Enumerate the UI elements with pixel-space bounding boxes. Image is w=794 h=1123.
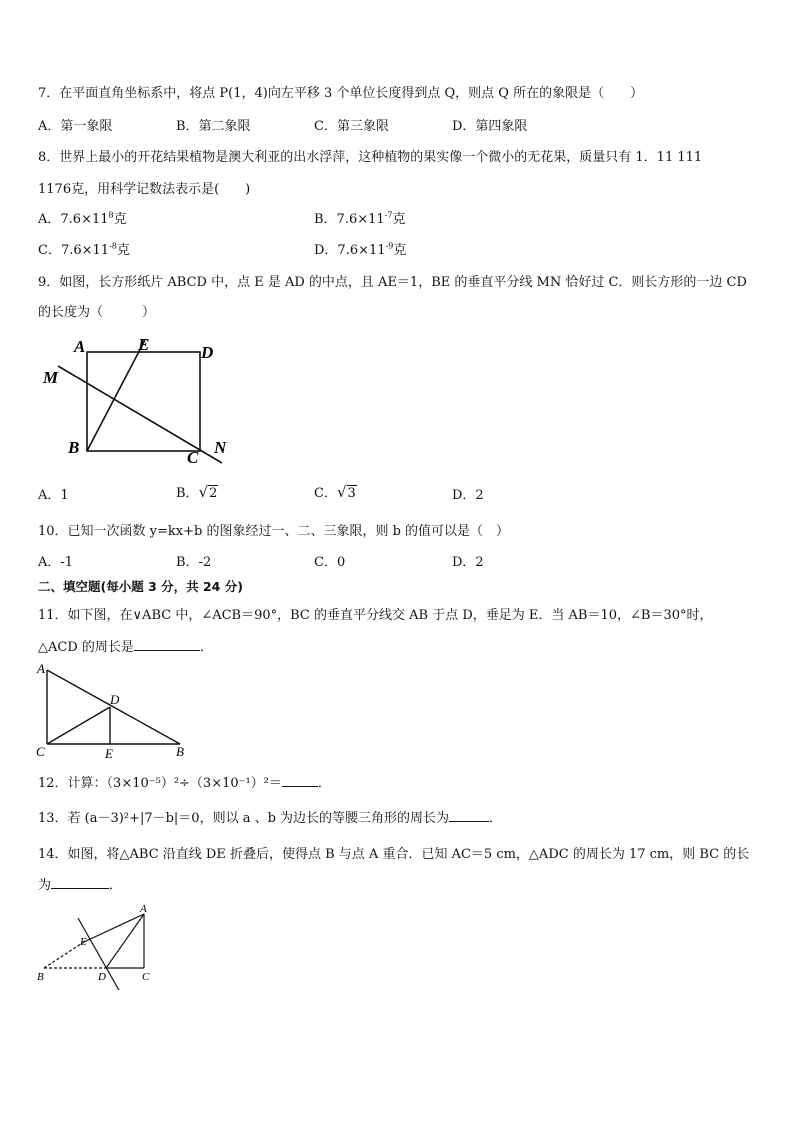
q14-stem-line2: 为 ．	[38, 878, 123, 893]
label-c: C	[187, 448, 199, 467]
q10-option-d: D．2	[452, 555, 484, 570]
q9-option-d: D．2	[452, 488, 484, 503]
q10-option-a: A．-1	[38, 555, 74, 570]
q8-option-d: D．$7.6\times 11^{-9}$克	[314, 241, 407, 258]
label-d: D	[201, 343, 214, 362]
q10-stem: 10．已知一次函数 y=kx+b 的图象经过一、二、三象限，则 b 的值可以是（ ）	[38, 524, 510, 539]
q10-option-c: C．0	[314, 555, 346, 570]
q14-answer-blank[interactable]	[51, 876, 109, 889]
section-heading: 二、填空题(每小题 3 分，共 24 分)	[38, 579, 243, 594]
label-c: C	[36, 744, 45, 759]
segment-be	[87, 340, 145, 451]
label-e: E	[105, 746, 113, 760]
q7-option-a: A．第一象限	[38, 119, 113, 134]
q9-stem-line1: 9．如图，长方形纸片 ABCD 中，点 E 是 AD 的中点，且 AE＝1，BE 的垂直平分线 MN 恰好过 C．则长方形的一边 CD	[38, 275, 747, 290]
label-b: B	[176, 744, 184, 759]
q8-option-c: C．$7.6\times 11^{-8}$克	[38, 241, 130, 258]
q7-option-b: B．第二象限	[176, 119, 251, 134]
q11-stem-line1: 11．如下图，在∨ABC 中，∠ACB＝90°，BC 的垂直平分线交 AB 于点 D，垂足为 E．当 AB＝10，∠B＝30°时，	[38, 608, 713, 623]
rectangle-abcd	[87, 352, 200, 451]
q8-stem-line1: 8．世界上最小的开花结果植物是澳大利亚的出水浮萍，这种植物的果实像一个微小的无花果，质量只有 1．11 111	[38, 150, 703, 165]
q9-rectangle-figure	[40, 332, 240, 467]
label-d: D	[98, 971, 106, 983]
label-n: N	[214, 438, 227, 457]
q9-option-c: C．√3	[314, 483, 356, 501]
label-a: A	[140, 903, 147, 915]
label-e: E	[80, 936, 87, 948]
q8-stem-line2: 1176克，用科学记数法表示是( )	[38, 182, 251, 197]
label-a: A	[74, 337, 86, 356]
label-b: B	[37, 971, 44, 983]
q13-answer-blank[interactable]	[449, 809, 489, 822]
q7-option-c: C．第三象限	[314, 119, 389, 134]
q11-stem-line2: △ACD 的周长是 ．	[38, 640, 213, 655]
q11-answer-blank[interactable]	[134, 638, 200, 651]
q9-option-a: A．1	[38, 488, 69, 503]
label-c: C	[142, 971, 150, 983]
q12-stem: 12．计算：（3×10⁻⁵）²÷（3×10⁻¹）²＝ ．	[38, 776, 331, 791]
q9-stem-line2: 的长度为（ ）	[38, 305, 156, 320]
q13-stem: 13．若 (a－3)²+|7－b|＝0，则以 a 、b 为边长的等腰三角形的周长为 ．	[38, 811, 503, 826]
label-m: M	[43, 368, 59, 387]
q11-triangle-figure	[34, 660, 194, 760]
q14-stem-line1: 14．如图，将△ABC 沿直线 DE 折叠后，使得点 B 与点 A 重合．已知 AC＝5 cm，△ADC 的周长为 17 cm，则 BC 的长	[38, 847, 750, 862]
label-b: B	[68, 438, 80, 457]
q7-stem: 7．在平面直角坐标系中，将点 P(1，4)向左平移 3 个单位长度得到点 Q，则点 Q 所在的象限是（ ）	[38, 86, 644, 101]
q12-answer-blank[interactable]	[282, 774, 318, 787]
q9-option-b: B．√2	[176, 483, 218, 501]
label-e: E	[138, 335, 150, 354]
q10-option-b: B．-2	[176, 555, 212, 570]
q8-option-a: A．$7.6\times 11^8$克	[38, 210, 127, 227]
label-a: A	[37, 661, 45, 676]
q7-option-d: D．第四象限	[452, 119, 528, 134]
q14-fold-figure	[34, 900, 164, 990]
label-d: D	[110, 692, 120, 707]
q8-option-b: B．$7.6\times 11^{-7}$克	[314, 210, 406, 227]
